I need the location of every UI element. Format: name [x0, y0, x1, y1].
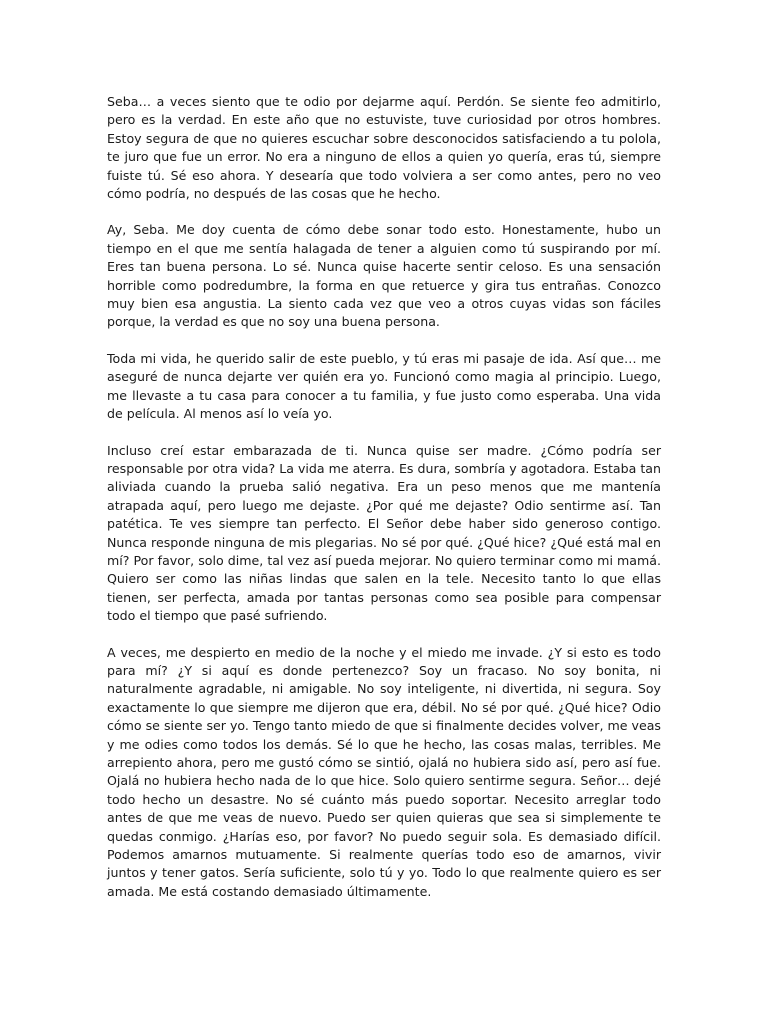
- paragraph-4: Incluso creí estar embarazada de ti. Nunca quise ser madre. ¿Cómo podría ser responsable por otra vida? La vida me aterra. Es dura, sombría y agotadora. Estaba tan aliviada cuando la prueba salió negativa. Era un peso menos que me mantenía atrapada aquí, pero luego me dejaste. ¿Por qué me dejaste? Odio sentirme así. Tan patética. Te ves siempre tan perfecto. El Señor debe haber sido generoso contigo. Nunca responde ninguna de mis plegarias. No sé por qué. ¿Qué hice? ¿Qué está mal en mí? Por favor, solo dime, tal vez así pueda mejorar. No quiero terminar como mi mamá. Quiero ser como las niñas lindas que salen en la tele. Necesito tanto lo que ellas tienen, ser perfecta, amada por tantas personas como sea posible para compensar todo el tiempo que pasé sufriendo.: [107, 442, 661, 624]
- paragraph-2: Ay, Seba. Me doy cuenta de cómo debe sonar todo esto. Honestamente, hubo un tiempo en el que me sentía halagada de tener a alguien como tú suspirando por mí. Eres tan buena persona. Lo sé. Nunca quise hacerte sentir celoso. Es una sensación horrible como podredumbre, la forma en que retuerce y gira tus entrañas. Conozco muy bien esa angustia. La siento cada vez que veo a otros cuyas vidas son fáciles porque, la verdad es que no soy una buena persona.: [107, 222, 661, 330]
- letter-body: [107, 93, 661, 919]
- paragraph-1: Seba… a veces siento que te odio por dejarme aquí. Perdón. Se siente feo admitirlo, pero es la verdad. En este año que no estuviste, tuve curiosidad por otros hombres. Estoy segura de que no quieres escuchar sobre desconocidos satisfaciendo a tu polola, te juro que fue un error. No era a ninguno de ellos a quien yo quería, eras tú, siempre fuiste tú. Sé eso ahora. Y desearía que todo volviera a ser como antes, pero no veo cómo podría, no después de las cosas que he hecho.: [107, 94, 661, 202]
- paragraph-5: A veces, me despierto en medio de la noche y el miedo me invade. ¿Y si esto es todo para mí? ¿Y si aquí es donde pertenezco? Soy un fracaso. No soy bonita, ni naturalmente agradable, ni amigable. No soy inteligente, ni divertida, ni segura. Soy exactamente lo que siempre me dijeron que era, débil. No sé por qué. ¿Qué hice? Odio cómo se siente ser yo. Tengo tanto miedo de que si finalmente decides volver, me veas y me odies como todos los demás. Sé lo que he hecho, las cosas malas, terribles. Me arrepiento ahora, pero me gustó cómo se sintió, ojalá no hubiera sido así, pero así fue. Ojalá no hubiera hecho nada de lo que hice. Solo quiero sentirme segura. Señor… dejé todo hecho un desastre. No sé cuánto más puedo soportar. Necesito arreglar todo antes de que me veas de nuevo. Puedo ser quien quieras que sea si simplemente te quedas conmigo. ¿Harías eso, por favor? No puedo seguir sola. Es demasiado difícil. Podemos amarnos mutuamente. Si realmente querías todo eso de amarnos, vivir juntos y tener gatos. Sería suficiente, solo tú y yo. Todo lo que realmente quiero es ser amada. Me está costando demasiado últimamente.: [107, 644, 661, 899]
- paragraph-3: Toda mi vida, he querido salir de este pueblo, y tú eras mi pasaje de ida. Así que… me aseguré de nunca dejarte ver quién era yo. Funcionó como magia al principio. Luego, me llevaste a tu casa para conocer a tu familia, y fue justo como esperaba. Una vida de película. Al menos así lo veía yo.: [107, 350, 661, 422]
